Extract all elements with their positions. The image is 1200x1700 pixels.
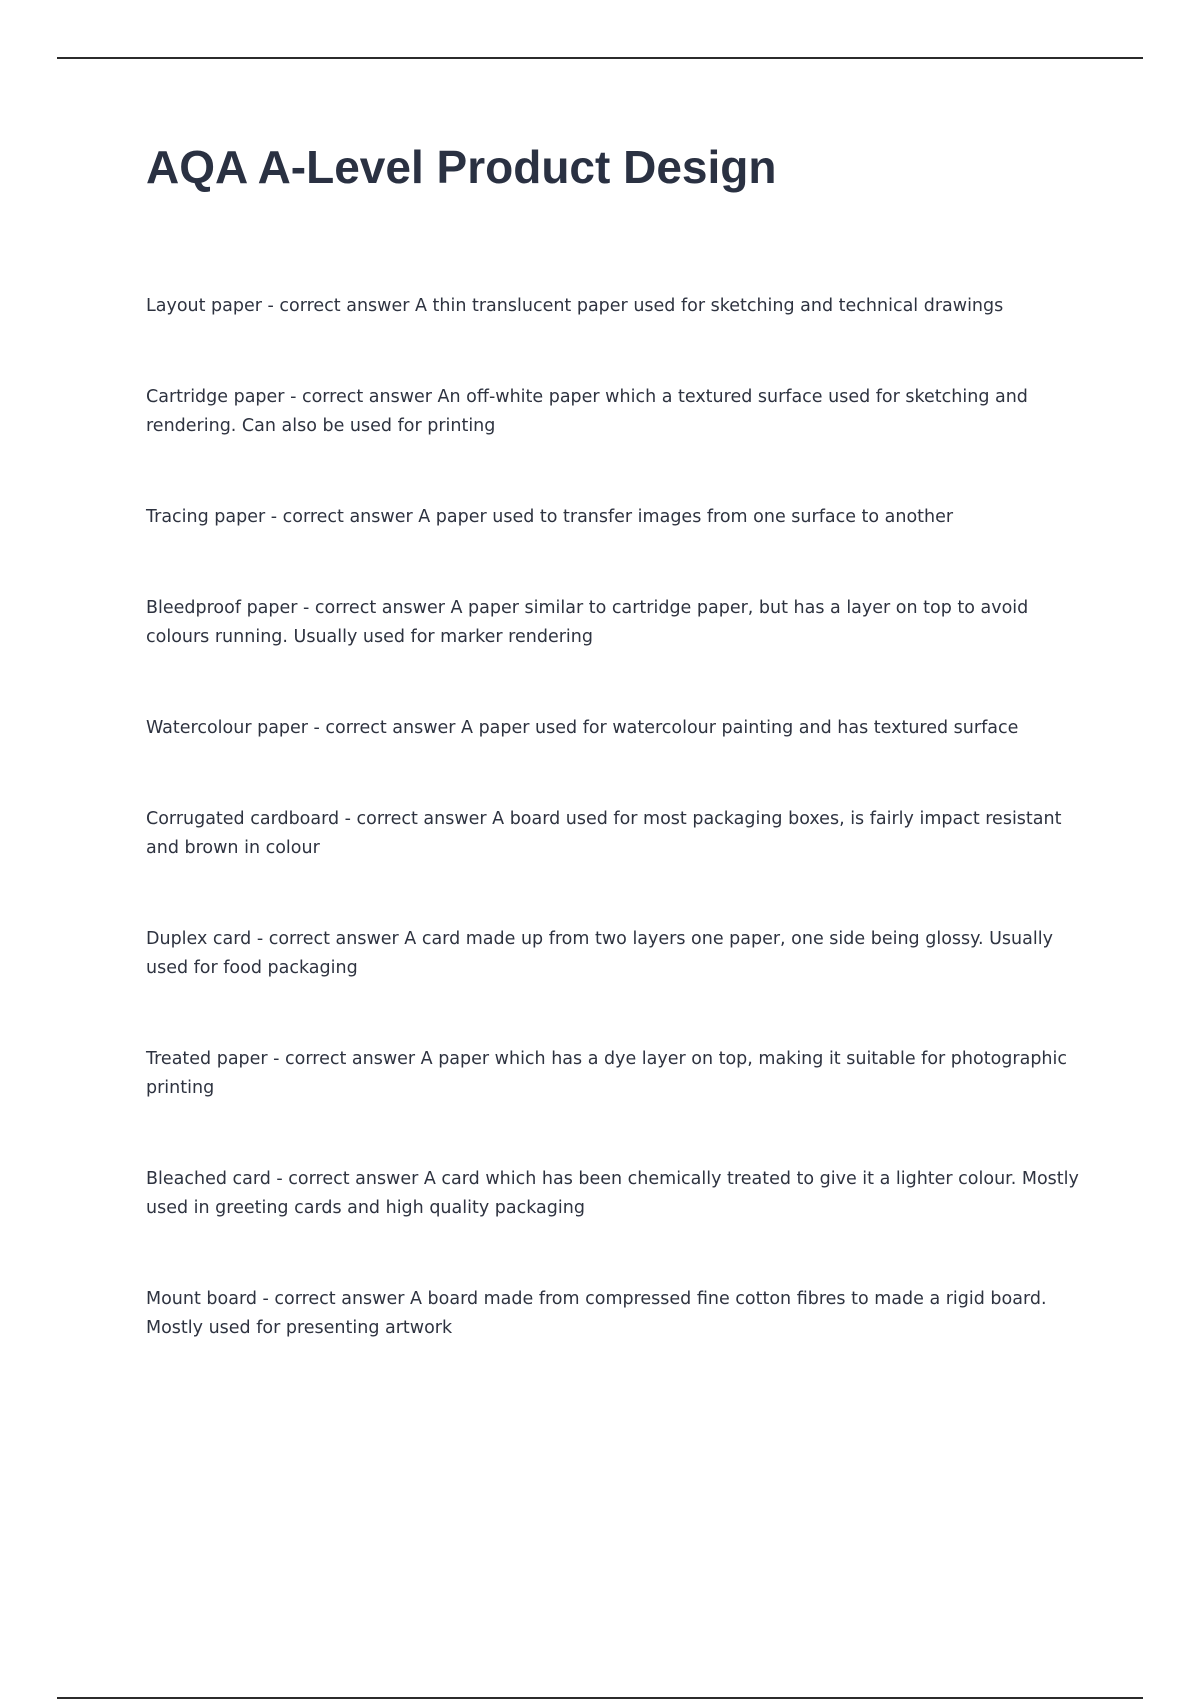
top-rule: [57, 57, 1143, 59]
list-item: Corrugated cardboard - correct answer A board used for most packaging boxes, is fairly impact resistant and brown in colour: [146, 809, 1062, 858]
list-item: Cartridge paper - correct answer An off-white paper which a textured surface used for sketching and rendering. Can also be used for printing: [146, 387, 1028, 436]
list-item: Duplex card - correct answer A card made up from two layers one paper, one side being glossy. Usually used for food packaging: [146, 929, 1053, 978]
list-item: Watercolour paper - correct answer A paper used for watercolour painting and has textured surface: [146, 718, 1019, 738]
page-title: AQA A-Level Product Design: [146, 141, 777, 193]
list-item: Bleached card - correct answer A card which has been chemically treated to give it a lighter colour. Mostly used in greeting cards and high quality packaging: [146, 1169, 1079, 1218]
list-item: Treated paper - correct answer A paper which has a dye layer on top, making it suitable for photographic printing: [146, 1049, 1067, 1098]
list-item: Layout paper - correct answer A thin translucent paper used for sketching and technical drawings: [146, 296, 1004, 316]
list-item: Bleedproof paper - correct answer A paper similar to cartridge paper, but has a layer on top to avoid colours running. Usually used for marker rendering: [146, 598, 1029, 647]
bottom-rule: [57, 1697, 1143, 1699]
flashcard-list: [146, 292, 1091, 1405]
list-item: Mount board - correct answer A board made from compressed fine cotton fibres to made a rigid board. Mostly used for presenting artwork: [146, 1289, 1047, 1338]
list-item: Tracing paper - correct answer A paper used to transfer images from one surface to another: [146, 507, 954, 527]
